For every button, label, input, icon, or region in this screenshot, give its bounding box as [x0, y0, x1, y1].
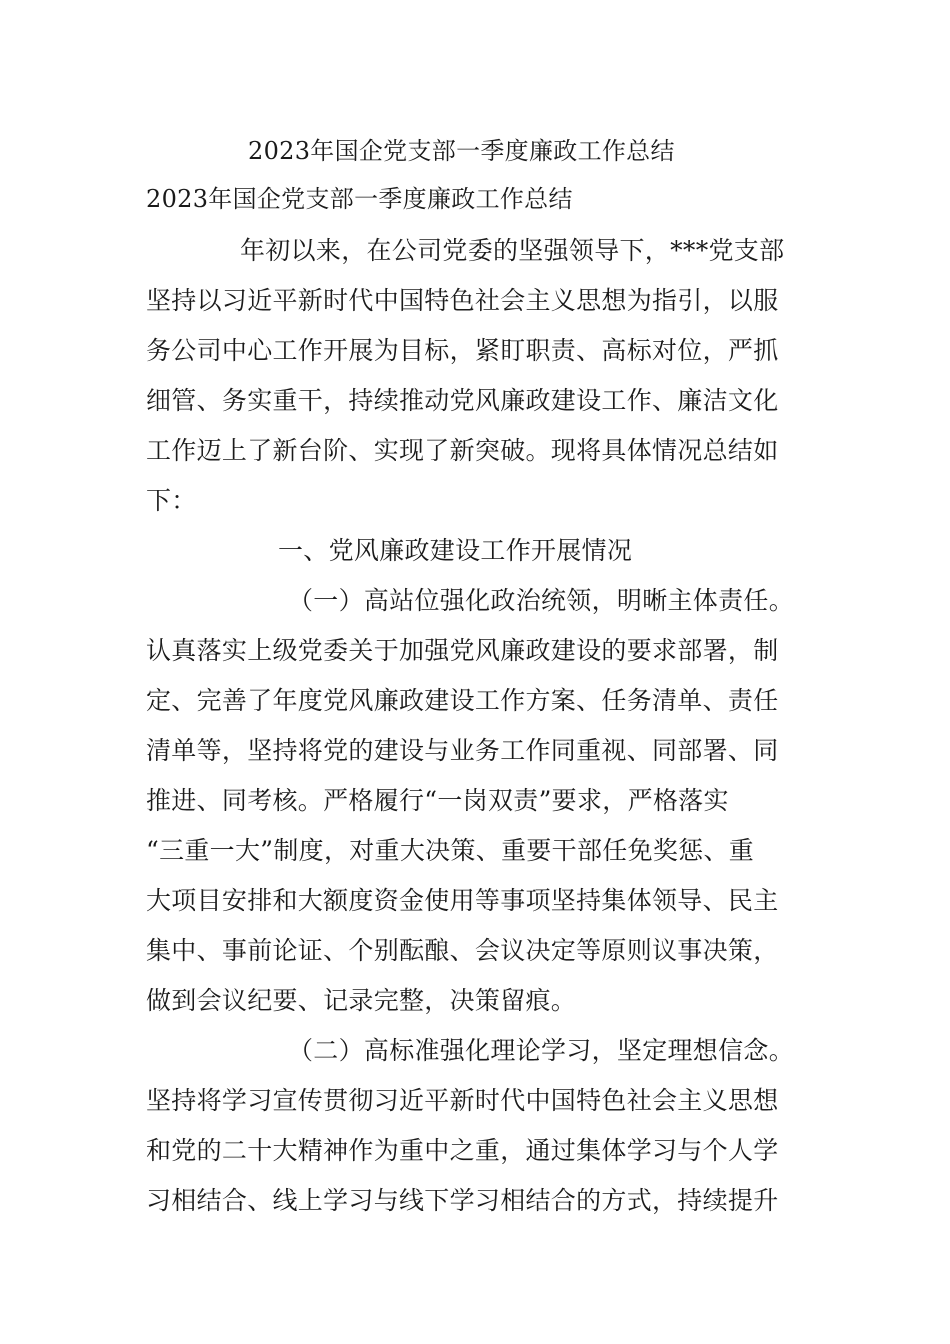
body-paragraph-line: 推进、同考核。严格履行“一岗双责”要求，严格落实 [146, 786, 729, 815]
document-title: 2023年国企党支部一季度廉政工作总结 [248, 137, 675, 165]
body-paragraph-line: “三重一大”制度，对重大决策、重要干部任免奖惩、重 [146, 836, 755, 865]
intro-paragraph-line: 务公司中心工作开展为目标，紧盯职责、高标对位，严抓 [146, 336, 779, 365]
body-paragraph-line: 定、完善了年度党风廉政建设工作方案、任务清单、责任 [146, 686, 779, 715]
body-paragraph-line: 做到会议纪要、记录完整，决策留痕。 [146, 986, 577, 1015]
subsection-heading: （一）高站位强化政治统领，明晰主体责任。 [288, 586, 795, 615]
document-subtitle: 2023年国企党支部一季度廉政工作总结 [146, 185, 573, 213]
body-paragraph-line: 习相结合、线上学习与线下学习相结合的方式，持续提升 [146, 1186, 779, 1215]
subsection-heading: （二）高标准强化理论学习，坚定理想信念。 [288, 1036, 795, 1065]
intro-paragraph-line: 细管、务实重干，持续推动党风廉政建设工作、廉洁文化 [146, 386, 779, 415]
section-heading: 一、党风廉政建设工作开展情况 [278, 536, 633, 565]
intro-paragraph-line: 坚持以习近平新时代中国特色社会主义思想为指引，以服 [146, 286, 779, 315]
body-paragraph-line: 清单等，坚持将党的建设与业务工作同重视、同部署、同 [146, 736, 779, 765]
intro-paragraph-line: 下： [146, 486, 197, 515]
intro-paragraph-line: 年初以来，在公司党委的坚强领导下，***党支部 [240, 236, 785, 265]
body-paragraph-line: 集中、事前论证、个别酝酿、会议决定等原则议事决策， [146, 936, 779, 965]
intro-paragraph-line: 工作迈上了新台阶、实现了新突破。现将具体情况总结如 [146, 436, 779, 465]
body-paragraph-line: 认真落实上级党委关于加强党风廉政建设的要求部署，制 [146, 636, 779, 665]
body-paragraph-line: 大项目安排和大额度资金使用等事项坚持集体领导、民主 [146, 886, 779, 915]
body-paragraph-line: 和党的二十大精神作为重中之重，通过集体学习与个人学 [146, 1136, 779, 1165]
body-paragraph-line: 坚持将学习宣传贯彻习近平新时代中国特色社会主义思想 [146, 1086, 779, 1115]
